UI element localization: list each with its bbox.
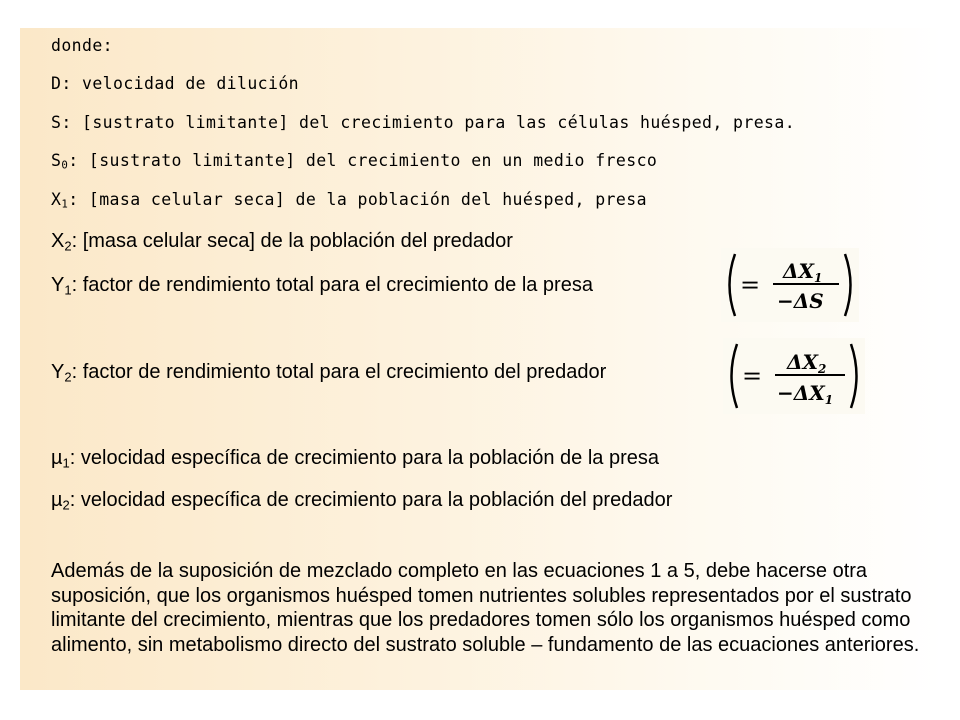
denominator: $-\Delta X_1$ xyxy=(777,381,834,407)
subscript: 1 xyxy=(61,197,69,211)
slide-panel xyxy=(20,28,943,690)
label-donde: donde: xyxy=(51,36,114,55)
definition-d: D: velocidad de dilución xyxy=(51,74,300,93)
definition-text: : [masa celular seca] de la población del huésped, presa xyxy=(68,190,647,209)
numerator: $\Delta X_1$ xyxy=(783,259,823,285)
definition-s0 xyxy=(51,151,657,170)
definition-s: S: [sustrato limitante] del crecimiento para las células huésped, presa. xyxy=(51,113,796,132)
subscript: 1 xyxy=(64,282,72,298)
definition-x2 xyxy=(51,230,513,253)
definition-text: : [sustrato limitante] del crecimiento en un medio fresco xyxy=(68,151,658,170)
definition-y2 xyxy=(51,361,606,384)
subscript: 2 xyxy=(64,238,72,254)
definition-mu2 xyxy=(51,489,672,512)
right-paren-icon xyxy=(851,344,857,408)
symbol: µ xyxy=(51,447,63,469)
symbol: X xyxy=(51,230,65,252)
subscript: 1 xyxy=(62,455,70,471)
formula-y1 xyxy=(721,248,859,322)
definition-text: : factor de rendimiento total para el crecimiento de la presa xyxy=(71,274,593,296)
equals-sign: = xyxy=(740,271,761,299)
left-paren-icon xyxy=(732,344,738,408)
right-paren-icon xyxy=(845,254,851,316)
subscript: 2 xyxy=(64,369,72,385)
symbol: Y xyxy=(51,361,65,383)
definition-text: : velocidad específica de crecimiento para la población del predador xyxy=(69,489,673,511)
definition-text: : velocidad específica de crecimiento para la población de la presa xyxy=(69,447,660,469)
definition-x1 xyxy=(51,190,647,209)
denominator: −ΔS xyxy=(777,289,824,313)
symbol: X xyxy=(51,190,62,209)
subscript: 0 xyxy=(61,158,69,172)
definition-text: : factor de rendimiento total para el crecimiento del predador xyxy=(71,361,607,383)
definition-text: : [masa celular seca] de la población del predador xyxy=(71,230,513,252)
explanation-paragraph: Además de la suposición de mezclado completo en las ecuaciones 1 a 5, debe hacerse otra suposición, que los organismos huésped tomen nutrientes solubles representados por el sustrato limitante del crecimiento, mientras que los predadores tomen sólo los organismos huésped como alimento, sin metabolismo directo del sustrato soluble – fundamento de las ecuaciones anteriores. xyxy=(51,560,920,656)
symbol: S xyxy=(51,151,62,170)
definition-mu1 xyxy=(51,447,659,470)
symbol: µ xyxy=(51,489,63,511)
symbol: Y xyxy=(51,274,65,296)
numerator: $\Delta X_2$ xyxy=(787,350,827,376)
left-paren-icon xyxy=(730,254,736,316)
equals-sign: = xyxy=(742,362,763,390)
subscript: 2 xyxy=(62,497,70,513)
definition-y1 xyxy=(51,274,593,297)
formula-y2 xyxy=(723,338,865,414)
